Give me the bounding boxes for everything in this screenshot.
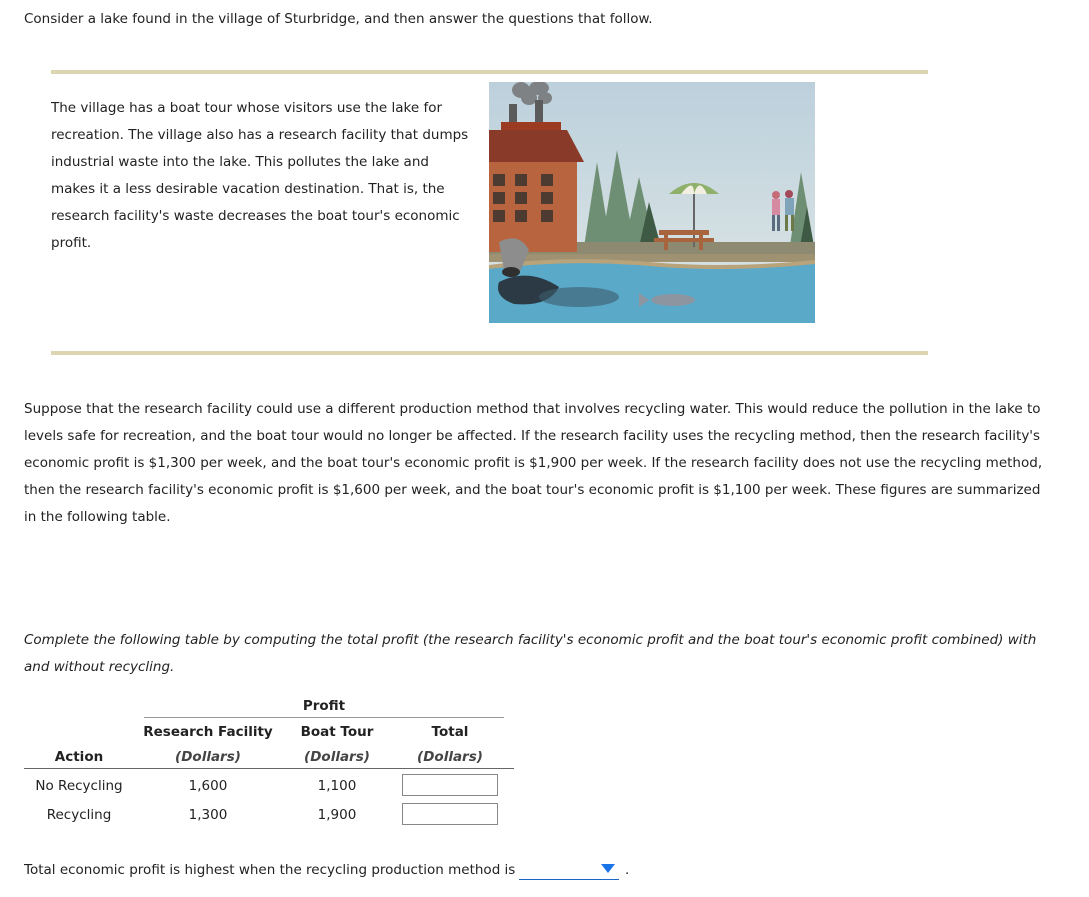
- total-no-recycling-input[interactable]: [402, 774, 498, 796]
- unit-research-facility: (Dollars): [175, 749, 241, 765]
- question-text: Total economic profit is highest when the recycling production method is: [24, 862, 516, 878]
- row-rf-no-recycling: 1,600: [188, 778, 228, 794]
- row-bt-no-recycling: 1,100: [317, 778, 357, 794]
- profit-group-header: Profit: [302, 698, 346, 714]
- col-header-total: Total: [431, 724, 469, 740]
- col-header-action: Action: [54, 749, 104, 765]
- intro-text: Consider a lake found in the village of Sturbridge, and then answer the questions that follow.: [24, 11, 653, 27]
- col-header-research-facility: Research Facility: [143, 724, 273, 740]
- row-action-no-recycling: No Recycling: [35, 778, 123, 794]
- instruction-line: Complete the following table by computing the total profit (the research facility's economic profit and the boat tour's economic profit combined) with: [24, 632, 1037, 648]
- profit-table: [24, 694, 524, 834]
- scenario-line: recreation. The village also has a research facility that dumps: [51, 127, 469, 143]
- scenario-text: [51, 95, 481, 257]
- top-divider: [51, 70, 928, 74]
- group-underline: [144, 717, 504, 718]
- scenario-line: profit.: [51, 235, 92, 251]
- paragraph-line: Suppose that the research facility could use a different production method that involves recycling water. This would reduce the pollution in the lake to: [24, 401, 1041, 417]
- paragraph-line: economic profit is $1,300 per week, and the boat tour's economic profit is $1,900 per week. If the research facility does not use the recycling method,: [24, 455, 1043, 471]
- row-rf-recycling: 1,300: [188, 807, 228, 823]
- lake-scene-illustration: [489, 82, 815, 323]
- scenario-line: research facility's waste decreases the boat tour's economic: [51, 208, 460, 224]
- recycling-method-dropdown[interactable]: [519, 860, 619, 880]
- scenario-line: makes it a less desirable vacation destination. That is, the: [51, 181, 445, 197]
- question-period: .: [625, 862, 630, 878]
- paragraph-line: then the research facility's economic profit is $1,600 per week, and the boat tour's economic profit is $1,100 per week. These figures are summarized: [24, 482, 1041, 498]
- scenario-paragraph: [24, 396, 1060, 531]
- instruction-text: [24, 627, 1054, 681]
- row-action-recycling: Recycling: [46, 807, 112, 823]
- unit-boat-tour: (Dollars): [304, 749, 370, 765]
- scenario-line: The village has a boat tour whose visitors use the lake for: [51, 100, 443, 116]
- row-bt-recycling: 1,900: [317, 807, 357, 823]
- col-header-boat-tour: Boat Tour: [300, 724, 374, 740]
- instruction-line: and without recycling.: [24, 659, 175, 675]
- paragraph-line: in the following table.: [24, 509, 171, 525]
- paragraph-line: levels safe for recreation, and the boat tour would no longer be affected. If the research facility uses the recycling method, then the research facility's: [24, 428, 1041, 444]
- chevron-down-icon[interactable]: [601, 864, 615, 873]
- header-underline: [24, 768, 514, 769]
- total-recycling-input[interactable]: [402, 803, 498, 825]
- bottom-divider: [51, 351, 928, 355]
- unit-total: (Dollars): [417, 749, 483, 765]
- scenario-line: industrial waste into the lake. This pollutes the lake and: [51, 154, 429, 170]
